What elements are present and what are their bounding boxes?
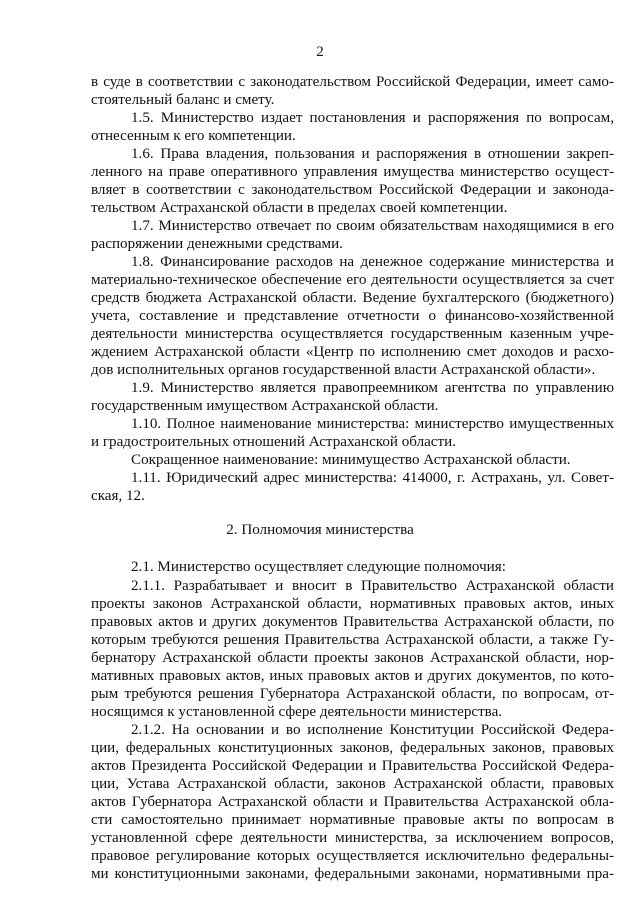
- text-line: сти самостоятельно принимает нормативные правовые акты по вопросам в: [91, 812, 614, 828]
- text-line: Сокращенное наименование: минимущество Астраханской области.: [131, 452, 571, 468]
- text-line: актов Президента Российской Федерации и Правительства Российской Федера-: [91, 758, 614, 774]
- text-line: 1.8. Финансирование расходов на денежное содержание министерства и: [131, 254, 614, 270]
- text-line: 2.1. Министерство осуществляет следующие полномочия:: [131, 559, 506, 575]
- page-number: 2: [316, 44, 324, 60]
- text-line: учета, составление и представление отчетности о финансово-хозяйственной: [91, 308, 614, 324]
- text-line: 1.9. Министерство является правопреемником агентства по управлению: [131, 380, 614, 396]
- text-line: дов исполнительных органов государственной власти Астраханской области».: [91, 362, 596, 378]
- text-line: проекты законов Астраханской области, нормативных правовых актов, иных: [91, 596, 614, 612]
- text-line: ции, Устава Астраханской области, законов Астраханской области, правовых: [91, 776, 614, 792]
- text-line: 1.11. Юридический адрес министерства: 414000, г. Астрахань, ул. Совет-: [131, 470, 614, 486]
- text-line: 1.10. Полное наименование министерства: министерство имущественных: [131, 416, 614, 432]
- text-line: носящимся к установленной сфере деятельности министерства.: [91, 704, 503, 720]
- text-line: средств бюджета Астраханской области. Ведение бухгалтерского (бюджетного): [91, 290, 614, 306]
- text-line: в суде в соответствии с законодательством Российской Федерации, имеет само-: [91, 74, 614, 90]
- text-line: ленного на праве оперативного управления имущества министерство осущест-: [91, 164, 614, 180]
- text-line: материально-техническое обеспечение его деятельности осуществляется за счет: [91, 272, 614, 288]
- text-line: вляет в соответствии с законодательством Российской Федерации и законода-: [91, 182, 614, 198]
- text-line: правовое регулирование которых осуществляется исключительно федеральны-: [91, 848, 614, 864]
- text-line: ждением Астраханской области «Центр по исполнению смет доходов и расхо-: [91, 344, 614, 360]
- text-line: 1.7. Министерство отвечает по своим обязательствам находящимися в его: [131, 218, 614, 234]
- text-line: ми конституционными законами, федеральными законами, нормативными пра-: [91, 866, 614, 882]
- text-line: и градостроительных отношений Астраханской области.: [91, 434, 456, 450]
- text-line: актов Губернатора Астраханской области и Правительства Астраханской обла-: [91, 794, 614, 810]
- text-line: государственным имуществом Астраханской области.: [91, 398, 439, 414]
- text-line: распоряжении денежными средствами.: [91, 236, 343, 252]
- text-line: 2.1.2. На основании и во исполнение Конституции Российской Федера-: [131, 722, 614, 738]
- text-line: правовых актов и других документов Правительства Астраханской области, по: [91, 614, 614, 630]
- section-heading: 2. Полномочия министерства: [226, 522, 414, 538]
- text-line: 1.5. Министерство издает постановления и распоряжения по вопросам,: [131, 110, 614, 126]
- text-line: 2.1.1. Разрабатывает и вносит в Правительство Астраханской области: [131, 578, 614, 594]
- text-line: установленной сфере деятельности министерства, за исключением вопросов,: [91, 830, 614, 846]
- text-line: мативных правовых актов, иных правовых актов и других документов, по кото-: [91, 668, 614, 684]
- text-line: тельством Астраханской области в пределах своей компетенции.: [91, 200, 508, 216]
- text-line: ции, федеральных конституционных законов, федеральных законов, правовых: [91, 740, 614, 756]
- text-line: которым требуются решения Правительства Астраханской области, а также Гу-: [91, 632, 614, 648]
- text-line: отнесенным к его компетенции.: [91, 128, 296, 144]
- text-line: стоятельный баланс и смету.: [91, 92, 275, 108]
- text-line: 1.6. Права владения, пользования и распоряжения в отношении закреп-: [131, 146, 614, 162]
- text-line: деятельности министерства осуществляется государственным казенным учре-: [91, 326, 614, 342]
- text-line: рым требуются решения Губернатора Астраханской области, по вопросам, от-: [91, 686, 614, 702]
- text-line: бернатору Астраханской области проекты законов Астраханской области, нор-: [91, 650, 614, 666]
- text-line: ская, 12.: [91, 488, 145, 504]
